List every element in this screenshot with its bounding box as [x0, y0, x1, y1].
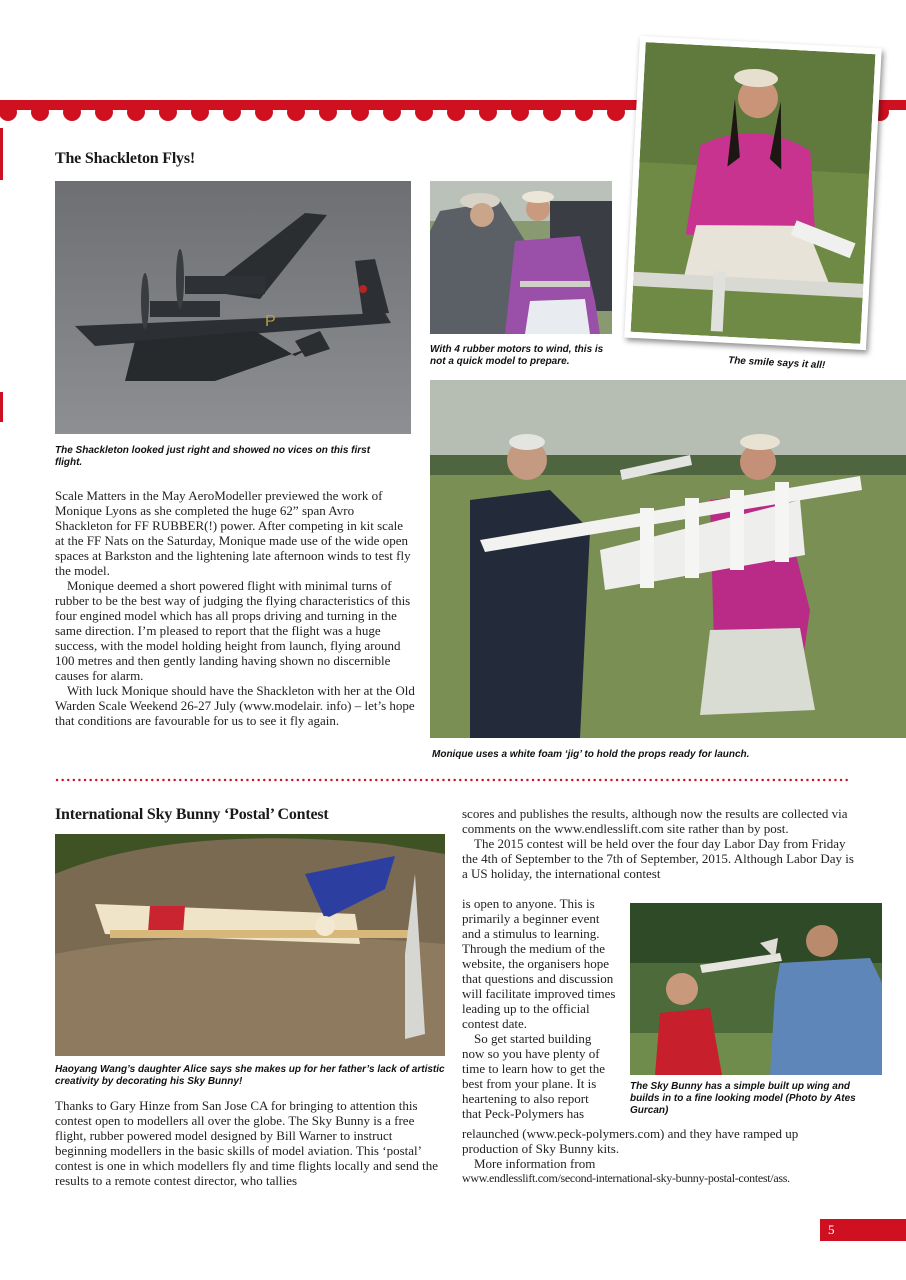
text-line: Through the medium of the	[462, 941, 605, 956]
paragraph: With luck Monique should have the Shackleton with her at the Old Warden Scale Weekend 26-27 July (www.modelair. info) – let’s hope that conditions are favourable for us to see it fly again.	[55, 683, 415, 728]
paragraph: Monique deemed a short powered flight with minimal turns of rubber to be the best way of judging the flying characteristics of this four engined model which has all props driving and turning in the same direction. I’m pleased to report that the flight was a huge success, with the model holding height from launch, flying around 100 metres and then gently landing having shown no discernible causes for alarm.	[55, 578, 411, 683]
article-body-shackleton	[55, 488, 415, 728]
article-body-sky-bunny-right-bottom	[462, 1126, 854, 1186]
text-line: So get started building	[474, 1031, 592, 1046]
paragraph: The 2015 contest will be held over the four day Labor Day from Friday the 4th of September to the 7th of September, 2015. Although Labor Day is a US holiday, the international contest	[462, 836, 854, 881]
photo-sky-bunny-launch	[630, 903, 882, 1075]
text-line: heartening to also report	[462, 1091, 589, 1106]
section-heading-shackleton: The Shackleton Flys!	[55, 150, 196, 167]
photo-shackleton-flight	[55, 181, 411, 434]
caption-foam-jig: Monique uses a white foam ‘jig’ to hold the props ready for launch.	[432, 749, 750, 760]
article-body-sky-bunny-left	[55, 1098, 445, 1188]
margin-mark	[0, 392, 3, 422]
svg-text:P: P	[265, 313, 276, 330]
caption-smile: The smile says it all!	[727, 355, 826, 372]
caption-shackleton: The Shackleton looked just right and showed no vices on this first flight.	[55, 445, 371, 468]
text-line: will facilitate improved times	[462, 986, 616, 1001]
text-line: contest date.	[462, 1016, 527, 1031]
text-line: best from your plane. It is	[462, 1076, 597, 1091]
margin-mark	[0, 128, 3, 180]
caption-rubber-motors: With 4 rubber motors to wind, this is not a quick model to prepare.	[430, 344, 604, 367]
article-body-sky-bunny-wrap	[462, 896, 632, 1121]
text-line: website, the organisers hope	[462, 956, 610, 971]
photo-rubber-motors	[430, 181, 612, 334]
dotted-divider	[55, 776, 852, 784]
paragraph: Thanks to Gary Hinze from San Jose CA for bringing to attention this contest open to modellers all over the globe. The Sky Bunny is a free flight, rubber powered model designed by Bill Warner to instruct beginning modellers in the basic skills of model aviation. This ‘postal’ contest is one in which modellers fly and time flights locally and send the results to a remote contest director, who tallies	[55, 1098, 439, 1188]
photo-foam-jig	[430, 380, 906, 738]
paragraph: More information from	[474, 1156, 596, 1171]
caption-sky-bunny-launch: The Sky Bunny has a simple built up wing and builds in to a fine looking model (Photo by Ates Gurcan)	[630, 1081, 856, 1116]
text-line: is open to anyone. This is	[462, 896, 595, 911]
paragraph-url: www.endlesslift.com/second-international-sky-bunny-postal-contest/ass.	[462, 1171, 790, 1185]
photo-smile	[631, 42, 876, 344]
page-number-tab	[820, 1219, 906, 1241]
text-line: time to learn how to get the	[462, 1061, 605, 1076]
caption-decorated-sky-bunny: Haoyang Wang’s daughter Alice says she makes up for her father’s lack of artistic creativity by decorating his Sky Bunny!	[55, 1064, 445, 1087]
text-line: that questions and discussion	[462, 971, 614, 986]
photo-decorated-sky-bunny	[55, 834, 445, 1056]
photo-smile-frame	[624, 36, 881, 350]
text-line: now so you have plenty of	[462, 1046, 600, 1061]
text-line: leading up to the official	[462, 1001, 590, 1016]
text-line: primarily a beginner event	[462, 911, 600, 926]
paragraph: Scale Matters in the May AeroModeller previewed the work of Monique Lyons as she completed the huge 62” span Avro Shackleton for FF RUBBER(!) power. After competing in kit scale at the FF Nats on the Saturday, Monique made use of the wide open spaces at Barkston and the lightening late afternoon winds to test fly the model.	[55, 488, 411, 578]
text-line: and a stimulus to learning.	[462, 926, 600, 941]
paragraph: relaunched (www.peck-polymers.com) and they have ramped up production of Sky Bunny kits.	[462, 1126, 799, 1156]
page-number: 5	[828, 1222, 835, 1237]
text-line: that Peck-Polymers has	[462, 1106, 585, 1121]
paragraph: scores and publishes the results, although now the results are collected via comments on the www.endlesslift.com site rather than by post.	[462, 806, 848, 836]
section-heading-sky-bunny: International Sky Bunny ‘Postal’ Contest	[55, 806, 329, 823]
article-body-sky-bunny-right-top	[462, 806, 854, 881]
